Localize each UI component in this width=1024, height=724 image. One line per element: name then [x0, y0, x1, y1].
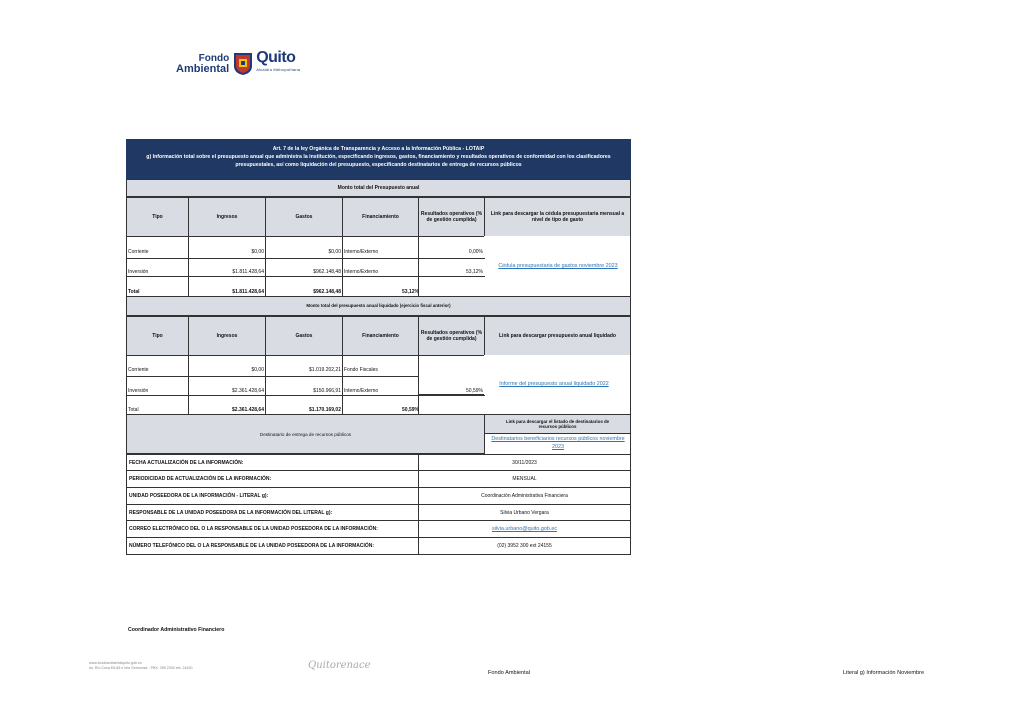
logo-ambiental: Ambiental	[176, 63, 230, 75]
s3-destinatario-label: Destinatario de entrega de recursos públicos	[126, 414, 485, 454]
s2-row2-res: 50,59%	[466, 388, 483, 394]
s3-destinatarios-link[interactable]: Destinatarios beneficiarios recursos públicos noviembre 2023	[491, 436, 625, 450]
s1-row1-res: 0,00%	[468, 249, 483, 255]
meta-label: RESPONSABLE DE LA UNIDAD POSEEDORA DE LA INFORMACIÓN DEL LITERAL g):	[126, 504, 419, 521]
s2-col-ingresos: Ingresos	[188, 316, 266, 356]
s1-body-gastos	[265, 236, 343, 296]
section2-title: Monto total del presupuesto anual liquidado (ejercicio fiscal anterior)	[126, 296, 631, 316]
footer-address: Av. Río Coca E6-85 e Isla Genovesa - PBX: 395 2300 ext. 24450	[89, 666, 193, 670]
meta-value-date: 30/11/2023	[418, 454, 631, 471]
s2-row-divider	[126, 395, 485, 396]
s1-body-tipo	[126, 236, 189, 296]
s2-col-financiamiento: Financiamiento	[342, 316, 419, 356]
logo-text	[176, 54, 229, 74]
meta-label: FECHA ACTUALIZACIÓN DE LA INFORMACIÓN:	[126, 454, 419, 471]
footer-web: www.fondoambientalquito.gob.ec	[89, 661, 142, 665]
meta-value-email-cell	[418, 520, 631, 538]
s2-body-fin	[342, 355, 419, 415]
header-line-2: g) Información total sobre el presupuesto anual que administra la institución, especificando ingresos, gastos, financiamiento y resultados operativos de conformidad con los clasificadores	[146, 154, 611, 160]
s2-total-ingresos: $2.361.428,64	[232, 407, 264, 413]
s1-total-ingresos: $1.811.428,64	[232, 289, 264, 295]
s1-cedula-link[interactable]: Cédula presupuestaria de gastos noviembre 2023	[498, 263, 618, 269]
s1-row1-tipo: Corriente	[128, 249, 149, 255]
s1-col-gastos: Gastos	[265, 197, 343, 237]
s2-row2-gastos: $150.966,91	[313, 388, 341, 394]
s2-col-link: Link para descargar presupuesto anual liquidado	[484, 316, 631, 356]
meta-label: CORREO ELECTRÓNICO DEL O LA RESPONSABLE DE LA UNIDAD POSEEDORA DE LA INFORMACIÓN:	[126, 520, 419, 538]
s2-col-tipo: Tipo	[126, 316, 189, 356]
signature-role: Coordinador Administrativo Financiero	[128, 627, 225, 633]
s1-col-ingresos: Ingresos	[188, 197, 266, 237]
logo-subtitle: Alcaldía Metropolitana	[256, 67, 301, 72]
footer-right: Literal g) Información Noviembre	[843, 670, 925, 676]
s2-body-tipo	[126, 355, 189, 415]
s3-link-header: Link para descargar el listado de destinatarios de recursos públicos	[484, 414, 631, 434]
meta-label: UNIDAD POSEEDORA DE LA INFORMACIÓN - LITERAL g):	[126, 487, 419, 505]
s1-row2-gastos: $962.148,48	[313, 269, 341, 275]
s1-row2-ingresos: $1.811.428,64	[232, 269, 264, 275]
responsible-email-link[interactable]: silvia.urbano@quito.gob.ec	[491, 526, 558, 532]
section1-title: Monto total del Presupuesto anual	[126, 179, 631, 197]
footer-brand: Quitorenace	[308, 660, 371, 671]
logo-quito: Quito	[256, 49, 296, 66]
s2-total-label: Total	[128, 407, 139, 413]
s2-row1-gastos: $1.019.202,21	[309, 367, 341, 373]
s1-row-divider	[126, 258, 485, 259]
s2-row1-fin: Fondo Fiscales	[344, 367, 378, 373]
header-line-3: presupuestales, así como liquidación del presupuesto, especificando destinatarios de entrega de recursos públicos	[235, 162, 522, 168]
meta-label: PERIODICIDAD DE ACTUALIZACIÓN DE LA INFORMACIÓN:	[126, 470, 419, 488]
s1-total-gastos: $962.148,48	[313, 289, 341, 295]
footer-center: Fondo Ambiental	[488, 670, 530, 676]
s2-total-gastos: $1.170.169,02	[309, 407, 341, 413]
logo-fondo: Fondo	[198, 53, 230, 64]
s2-row2-ingresos: $2.361.428,64	[232, 388, 264, 394]
header-line-1: Art. 7 de la ley Orgánica de Transparencia y Acceso a la Información Pública - LOTAIP	[272, 146, 485, 152]
s1-row-divider	[126, 276, 485, 277]
logo	[176, 50, 300, 78]
s2-row-divider	[126, 376, 419, 377]
meta-value-responsible: Silvia Urbano Vergara	[418, 504, 631, 521]
s1-total-res: 53,12%	[402, 289, 419, 295]
s1-row1-fin: Interno/Externo	[344, 249, 379, 255]
s1-body-res	[418, 236, 485, 296]
s2-row1-ingresos: $0,00	[251, 367, 264, 373]
meta-value-period: MENSUAL	[418, 470, 631, 488]
s1-body-ingresos	[188, 236, 266, 296]
s1-body-fin	[342, 236, 419, 296]
s2-row2-fin: Interno/Externo	[344, 388, 379, 394]
s1-row2-tipo: Inversión	[128, 269, 149, 275]
s2-row2-tipo: Inversión	[128, 388, 149, 394]
s2-informe-link[interactable]: Informe del presupuesto anual liquidado 2022	[499, 381, 609, 387]
city-seal-icon	[233, 52, 253, 76]
s2-body-ingresos	[188, 355, 266, 415]
meta-label: NÚMERO TELEFÓNICO DEL O LA RESPONSABLE DE LA UNIDAD POSEEDORA DE LA INFORMACIÓN:	[126, 537, 419, 555]
meta-value-unit: Coordinación Administrativa Financiera	[418, 487, 631, 505]
footer-contact	[89, 661, 193, 671]
s2-col-gastos: Gastos	[265, 316, 343, 356]
s1-col-link: Link para descargar la cédula presupuestaria mensual a nivel de tipo de gasto	[484, 197, 631, 237]
s2-row1-tipo: Corriente	[128, 367, 149, 373]
document-header	[126, 139, 631, 179]
s1-row1-ingresos: $0,00	[251, 249, 264, 255]
meta-value-phone: (02) 3952 300 ext 24155	[418, 537, 631, 555]
s1-row1-gastos: $0,00	[328, 249, 341, 255]
s1-row2-res: 53,12%	[466, 269, 483, 275]
s2-total-res: 50,59%	[402, 407, 419, 413]
s1-col-tipo: Tipo	[126, 197, 189, 237]
s1-col-resultados: Resultados operativos (% de gestión cumplida)	[418, 197, 485, 237]
s2-col-resultados: Resultados operativos (% de gestión cumplida)	[418, 316, 485, 356]
s1-row2-fin: Interno/Externo	[344, 269, 379, 275]
s2-body-gastos	[265, 355, 343, 415]
s1-col-financiamiento: Financiamiento	[342, 197, 419, 237]
s1-total-label: Total	[128, 289, 140, 295]
